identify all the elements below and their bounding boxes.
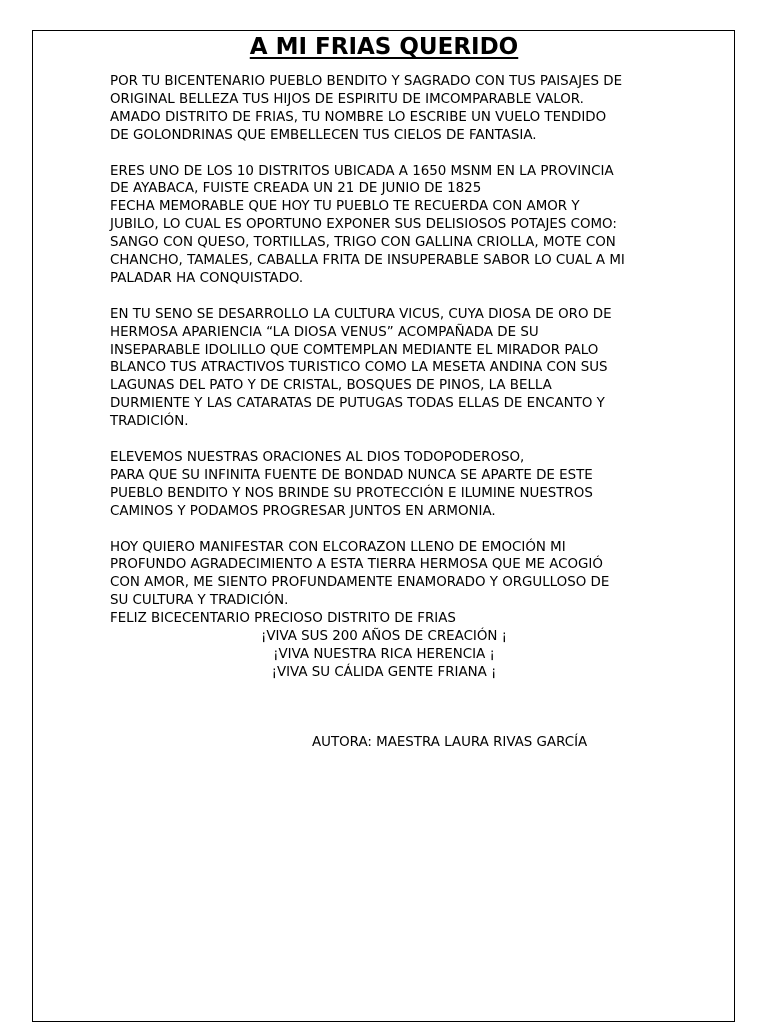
paragraph-2 — [110, 163, 710, 288]
cheer-line: ¡VIVA NUESTRA RICA HERENCIA ¡ — [273, 646, 495, 662]
document-body — [110, 73, 710, 682]
document-title: A MI FRIAS QUERIDO — [249, 34, 519, 60]
text-line: POR TU BICENTENARIO PUEBLO BENDITO Y SAGRADO CON TUS PAISAJES DE — [110, 74, 623, 89]
text-line: PUEBLO BENDITO Y NOS BRINDE SU PROTECCIÓN E ILUMINE NUESTROS — [110, 485, 593, 501]
paragraph-1 — [110, 73, 710, 145]
paragraph-3 — [110, 306, 710, 431]
cheers-block — [110, 628, 710, 682]
text-line: DE GOLONDRINAS QUE EMBELLECEN TUS CIELOS DE FANTASIA. — [110, 127, 537, 143]
text-line: BLANCO TUS ATRACTIVOS TURISTICO COMO LA MESETA ANDINA CON SUS — [110, 360, 608, 376]
text-line: HERMOSA APARIENCIA “LA DIOSA VENUS” ACOMPAÑADA DE SU — [110, 324, 539, 340]
text-line: EN TU SENO SE DESARROLLO LA CULTURA VICUS, CUYA DIOSA DE ORO DE — [110, 306, 612, 322]
text-line: ERES UNO DE LOS 10 DISTRITOS UBICADA A 1650 MSNM EN LA PROVINCIA — [110, 163, 614, 179]
text-line: SU CULTURA Y TRADICIÓN. — [110, 593, 289, 609]
text-line: CHANCHO, TAMALES, CABALLA FRITA DE INSUPERABLE SABOR LO CUAL A MI — [110, 253, 625, 269]
text-line: CAMINOS Y PODAMOS PROGRESAR JUNTOS EN ARMONIA. — [110, 503, 496, 519]
text-line: ORIGINAL BELLEZA TUS HIJOS DE ESPIRITU DE IMCOMPARABLE VALOR. — [110, 91, 584, 107]
paragraph-5 — [110, 539, 710, 629]
text-line: AMADO DISTRITO DE FRIAS, TU NOMBRE LO ESCRIBE UN VUELO TENDIDO — [110, 109, 607, 125]
text-line: DE AYABACA, FUISTE CREADA UN 21 DE JUNIO DE 1825 — [110, 181, 482, 197]
text-line: CON AMOR, ME SIENTO PROFUNDAMENTE ENAMORADO Y ORGULLOSO DE — [110, 575, 610, 591]
text-line: INSEPARABLE IDOLILLO QUE COMTEMPLAN MEDIANTE EL MIRADOR PALO — [110, 342, 599, 358]
text-line: TRADICIÓN. — [110, 414, 189, 430]
text-line: FELIZ BICECENTARIO PRECIOSO DISTRITO DE FRIAS — [110, 611, 456, 627]
text-line: PALADAR HA CONQUISTADO. — [110, 270, 304, 286]
text-line: PARA QUE SU INFINITA FUENTE DE BONDAD NUNCA SE APARTE DE ESTE — [110, 467, 593, 483]
cheer-line: ¡VIVA SUS 200 AÑOS DE CREACIÓN ¡ — [260, 629, 508, 645]
cheer-line: ¡VIVA SU CÁLIDA GENTE FRIANA ¡ — [271, 664, 497, 680]
text-line: JUBILO, LO CUAL ES OPORTUNO EXPONER SUS DELISIOSOS POTAJES COMO: — [110, 217, 617, 233]
author-signature: AUTORA: MAESTRA LAURA RIVAS GARCÍA — [312, 735, 588, 750]
text-line: LAGUNAS DEL PATO Y DE CRISTAL, BOSQUES DE PINOS, LA BELLA — [110, 378, 552, 394]
text-line: PROFUNDO AGRADECIMIENTO A ESTA TIERRA HERMOSA QUE ME ACOGIÓ — [110, 557, 603, 573]
text-line: DURMIENTE Y LAS CATARATAS DE PUTUGAS TODAS ELLAS DE ENCANTO Y — [110, 396, 605, 412]
text-line: HOY QUIERO MANIFESTAR CON ELCORAZON LLENO DE EMOCIÓN MI — [110, 539, 566, 555]
text-line: ELEVEMOS NUESTRAS ORACIONES AL DIOS TODOPODEROSO, — [110, 449, 525, 465]
text-line: FECHA MEMORABLE QUE HOY TU PUEBLO TE RECUERDA CON AMOR Y — [110, 199, 580, 215]
paragraph-4 — [110, 449, 710, 521]
text-line: SANGO CON QUESO, TORTILLAS, TRIGO CON GALLINA CRIOLLA, MOTE CON — [110, 235, 616, 251]
